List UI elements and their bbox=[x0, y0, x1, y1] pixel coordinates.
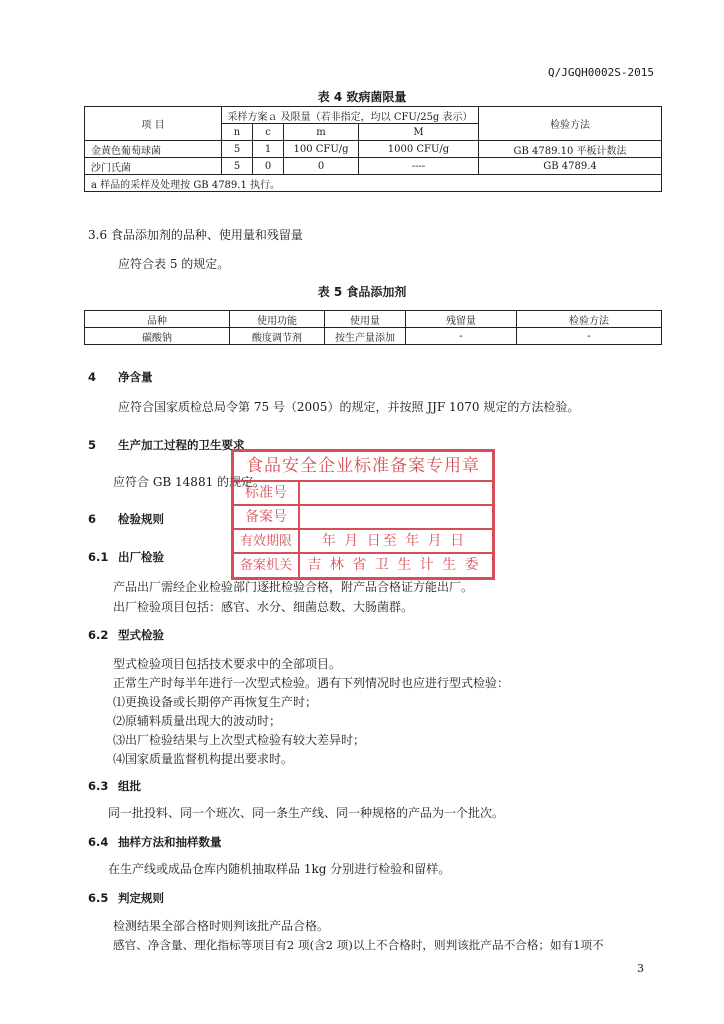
table4-sub-c: c bbox=[253, 124, 284, 141]
section-6-2-line: ⑷国家质量监督机构提出要求时。 bbox=[113, 752, 294, 766]
section-3-6-text: 应符合表 5 的规定。 bbox=[118, 257, 230, 271]
table5-cell: - bbox=[517, 328, 662, 345]
section-number: 6.5 bbox=[88, 891, 109, 905]
section-number: 6 bbox=[88, 512, 97, 526]
table4-note: a 样品的采样及处理按 GB 4789.1 执行。 bbox=[85, 175, 662, 192]
stamp-label: 标准号 bbox=[234, 482, 300, 505]
table5-header: 使用量 bbox=[325, 311, 406, 328]
table5 bbox=[84, 310, 662, 345]
table-row bbox=[85, 141, 662, 158]
stamp-row bbox=[234, 528, 492, 553]
table5-header: 检验方法 bbox=[517, 311, 662, 328]
table5-caption: 表 5 食品添加剂 bbox=[317, 285, 407, 299]
table4-cell: GB 4789.10 平板计数法 bbox=[479, 141, 662, 158]
section-title: 出厂检验 bbox=[118, 550, 164, 564]
section-number: 5 bbox=[88, 438, 97, 452]
table4-cell: 金黄色葡萄球菌 bbox=[85, 141, 222, 158]
section-number: 4 bbox=[88, 370, 97, 384]
section-6-2-line: 型式检验项目包括技术要求中的全部项目。 bbox=[113, 657, 342, 671]
table-row bbox=[85, 328, 662, 345]
table4-cell: 100 CFU/g bbox=[284, 141, 359, 158]
section-6-2-heading bbox=[88, 627, 164, 643]
section-4-heading bbox=[88, 369, 153, 385]
table4-cell: 0 bbox=[253, 158, 284, 175]
stamp-row bbox=[234, 552, 492, 577]
table5-cell: 碳酸钠 bbox=[85, 328, 230, 345]
section-title: 生产加工过程的卫生要求 bbox=[118, 438, 245, 452]
section-6-2-line: ⑵原辅料质量出现大的波动时； bbox=[113, 714, 282, 728]
section-6-1-line: 出厂检验项目包括：感官、水分、细菌总数、大肠菌群。 bbox=[113, 600, 414, 614]
section-title: 抽样方法和抽样数量 bbox=[118, 835, 222, 849]
page-number: 3 bbox=[637, 962, 644, 975]
section-6-5-line: 检测结果全部合格时则判该批产品合格。 bbox=[113, 919, 330, 933]
filing-stamp bbox=[231, 449, 495, 580]
section-6-2-line: 正常生产时每半年进行一次型式检验。遇有下列情况时也应进行型式检验： bbox=[113, 676, 510, 690]
section-number: 6.2 bbox=[88, 628, 109, 642]
table5-header: 残留量 bbox=[406, 311, 517, 328]
section-number: 6.1 bbox=[88, 550, 109, 564]
section-3-6-title: 3.6 食品添加剂的品种、使用量和残留量 bbox=[88, 228, 303, 242]
standard-number: Q/JGQH0002S-2015 bbox=[548, 66, 654, 79]
table4-sub-M: M bbox=[359, 124, 479, 141]
table5-header: 使用功能 bbox=[230, 311, 325, 328]
section-number: 6.4 bbox=[88, 835, 109, 849]
section-6-3-heading bbox=[88, 778, 141, 794]
table-row bbox=[85, 158, 662, 175]
stamp-value: 吉 林 省 卫 生 计 生 委 bbox=[307, 557, 481, 573]
section-6-2-line: ⑶出厂检验结果与上次型式检验有较大差异时； bbox=[113, 733, 366, 747]
section-6-3-text: 同一批投料、同一个班次、同一条生产线、同一种规格的产品为一个批次。 bbox=[108, 806, 505, 820]
table4-cell: 沙门氏菌 bbox=[85, 158, 222, 175]
section-6-5-heading bbox=[88, 890, 164, 906]
section-6-4-heading bbox=[88, 834, 222, 850]
table4 bbox=[84, 106, 662, 192]
stamp-label: 备案号 bbox=[234, 506, 300, 529]
section-5-heading bbox=[88, 437, 245, 453]
table4-cell: 0 bbox=[284, 158, 359, 175]
stamp-label: 有效期限 bbox=[234, 530, 300, 553]
section-6-4-text: 在生产线或成品仓库内随机抽取样品 1kg 分别进行检验和留样。 bbox=[108, 862, 451, 876]
stamp-row bbox=[234, 480, 492, 505]
table4-col-item: 项 目 bbox=[85, 107, 222, 141]
section-6-2-line: ⑴更换设备或长期停产再恢复生产时； bbox=[113, 695, 318, 709]
table4-caption: 表 4 致病菌限量 bbox=[317, 90, 407, 104]
section-number: 6.3 bbox=[88, 779, 109, 793]
stamp-value: 年 月 日至 年 月 日 bbox=[321, 533, 467, 549]
section-title: 判定规则 bbox=[118, 891, 164, 905]
section-6-1-line: 产品出厂需经企业检验部门逐批检验合格，附产品合格证方能出厂。 bbox=[113, 580, 474, 594]
section-title: 净含量 bbox=[118, 370, 153, 384]
table5-cell: 酸度调节剂 bbox=[230, 328, 325, 345]
section-title: 组批 bbox=[118, 779, 141, 793]
table4-col-plan: 采样方案ａ 及限量（若非指定，均以 CFU/25g 表示） bbox=[222, 107, 479, 124]
table4-cell: GB 4789.4 bbox=[479, 158, 662, 175]
table5-cell: - bbox=[406, 328, 517, 345]
table4-cell: 1000 CFU/g bbox=[359, 141, 479, 158]
table4-cell: ---- bbox=[359, 158, 479, 175]
section-6-heading bbox=[88, 511, 164, 527]
section-title: 检验规则 bbox=[118, 512, 164, 526]
table4-sub-m: m bbox=[284, 124, 359, 141]
table4-cell: 5 bbox=[222, 141, 253, 158]
stamp-title: 食品安全企业标准备案专用章 bbox=[246, 456, 480, 476]
table4-cell: 5 bbox=[222, 158, 253, 175]
stamp-label: 备案机关 bbox=[234, 554, 300, 577]
section-5-text: 应符合 GB 14881 的规定。 bbox=[113, 475, 266, 489]
section-6-1-heading bbox=[88, 549, 164, 565]
table5-cell: 按生产量添加 bbox=[325, 328, 406, 345]
table4-col-method: 检验方法 bbox=[479, 107, 662, 141]
table5-header: 品种 bbox=[85, 311, 230, 328]
table4-sub-n: n bbox=[222, 124, 253, 141]
stamp-row bbox=[234, 504, 492, 529]
section-title: 型式检验 bbox=[118, 628, 164, 642]
table4-cell: 1 bbox=[253, 141, 284, 158]
section-6-5-line: 感官、净含量、理化指标等项目有2 项(含2 项)以上不合格时，则判该批产品不合格；如有1项不 bbox=[113, 938, 604, 952]
section-4-text: 应符合国家质检总局令第 75 号（2005）的规定，并按照 JJF 1070 规定的方法检验。 bbox=[118, 400, 580, 414]
